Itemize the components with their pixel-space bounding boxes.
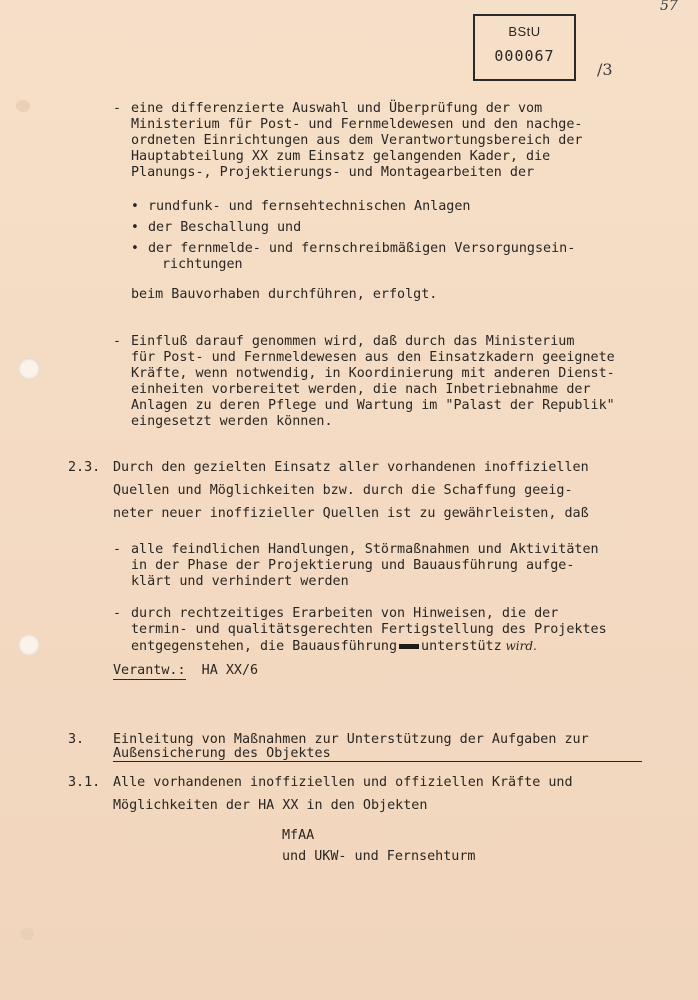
section-number-3-1: 3.1. xyxy=(68,775,101,790)
bstu-stamp xyxy=(473,14,576,81)
para1-line4: Hauptabteilung XX zum Einsatz gelangenden Kader, die xyxy=(131,149,551,164)
para1-line3: ordneten Einrichtungen aus dem Verantwortungsbereich der xyxy=(131,133,583,148)
para2-line6: eingesetzt werden können. xyxy=(131,414,333,429)
s31-object-1: MfAA xyxy=(282,828,315,843)
s31-line2: Möglichkeiten der HA XX in den Objekten xyxy=(113,798,428,813)
punch-hole-lower xyxy=(18,634,40,656)
dash-marker: - xyxy=(113,542,122,557)
para1-line5: Planungs-, Projektierungs- und Montagearbeiten der xyxy=(131,165,535,180)
s23-line3: neter neuer inoffizieller Quellen ist zu gewährleisten, daß xyxy=(113,506,589,521)
list-item-1: rundfunk- und fernsehtechnischen Anlagen xyxy=(148,199,471,214)
s23-sub1-line3: klärt und verhindert werden xyxy=(131,574,349,589)
bullet-icon: • xyxy=(131,220,139,235)
redaction-mark xyxy=(399,644,419,649)
bullet-icon: • xyxy=(131,199,139,214)
para1-line1: eine differenzierte Auswahl und Überprüfung der vom xyxy=(131,101,543,116)
list-item-3-line2: richtungen xyxy=(162,257,243,272)
stamp-label: BStU xyxy=(508,24,541,39)
s3-heading-line1: Einleitung von Maßnahmen zur Unterstützung der Aufgaben zur xyxy=(113,732,589,747)
dash-marker: - xyxy=(113,334,122,349)
bullet-icon: • xyxy=(131,241,139,256)
punch-hole-top xyxy=(16,100,30,112)
s23-sub2-line3-text: entgegenstehen, die Bauausführung xyxy=(131,639,398,654)
list-item-2: der Beschallung und xyxy=(148,220,302,235)
dash-marker: - xyxy=(113,101,122,116)
s31-line1: Alle vorhandenen inoffiziellen und offiziellen Kräfte und xyxy=(113,775,573,790)
section-number-2-3: 2.3. xyxy=(68,460,101,475)
s31-object-2: und UKW- und Fernsehturm xyxy=(282,849,476,864)
s23-line1: Durch den gezielten Einsatz aller vorhandenen inoffiziellen xyxy=(113,460,589,475)
handwritten-correction: wird. xyxy=(501,639,537,653)
para2-line4: einheiten vorbereitet werden, die nach Inbetriebnahme der xyxy=(131,382,591,397)
para1-line2: Ministerium für Post- und Fernmeldewesen und den nachge- xyxy=(131,117,583,132)
page-marker: /3 xyxy=(597,60,613,79)
s23-sub1-line1: alle feindlichen Handlungen, Störmaßnahmen und Aktivitäten xyxy=(131,542,599,557)
dash-marker: - xyxy=(113,606,122,621)
s23-sub1-line2: in der Phase der Projektierung und Bauausführung aufge- xyxy=(131,558,575,573)
list-item-3-line1: der fernmelde- und fernschreibmäßigen Versorgungsein- xyxy=(148,241,576,256)
s23-line2: Quellen und Möglichkeiten bzw. durch die Schaffung geeig- xyxy=(113,483,573,498)
stamp-number: 000067 xyxy=(494,47,555,65)
s23-sub2-line1: durch rechtzeitiges Erarbeiten von Hinweisen, die der xyxy=(131,606,559,621)
s23-sub2-line2: termin- und qualitätsgerechten Fertigstellung des Projektes xyxy=(131,622,607,637)
para2-line2: für Post- und Fernmeldewesen aus den Einsatzkadern geeignete xyxy=(131,350,615,365)
punch-hole-upper xyxy=(18,358,40,380)
s3-heading-line2: Außensicherung des Objektes xyxy=(113,746,331,761)
para1-closing: beim Bauvorhaben durchführen, erfolgt. xyxy=(131,287,438,302)
section-underline xyxy=(113,761,642,762)
punch-hole-bottom xyxy=(20,928,34,940)
s23-sub2-word: unterstütz xyxy=(421,639,502,654)
para2-line1: Einfluß darauf genommen wird, daß durch das Ministerium xyxy=(131,334,575,349)
para2-line5: Anlagen zu deren Pflege und Wartung im "Palast der Republik" xyxy=(131,398,615,413)
responsible-value: HA XX/6 xyxy=(185,663,259,678)
section-number-3: 3. xyxy=(68,732,85,747)
s23-sub2-line3 xyxy=(131,638,537,656)
responsible-label: Verantw.: xyxy=(113,663,186,678)
folio-number: 57 xyxy=(660,0,678,14)
responsible-line xyxy=(113,663,258,680)
para2-line3: Kräfte, wenn notwendig, in Koordinierung mit anderen Dienst- xyxy=(131,366,615,381)
